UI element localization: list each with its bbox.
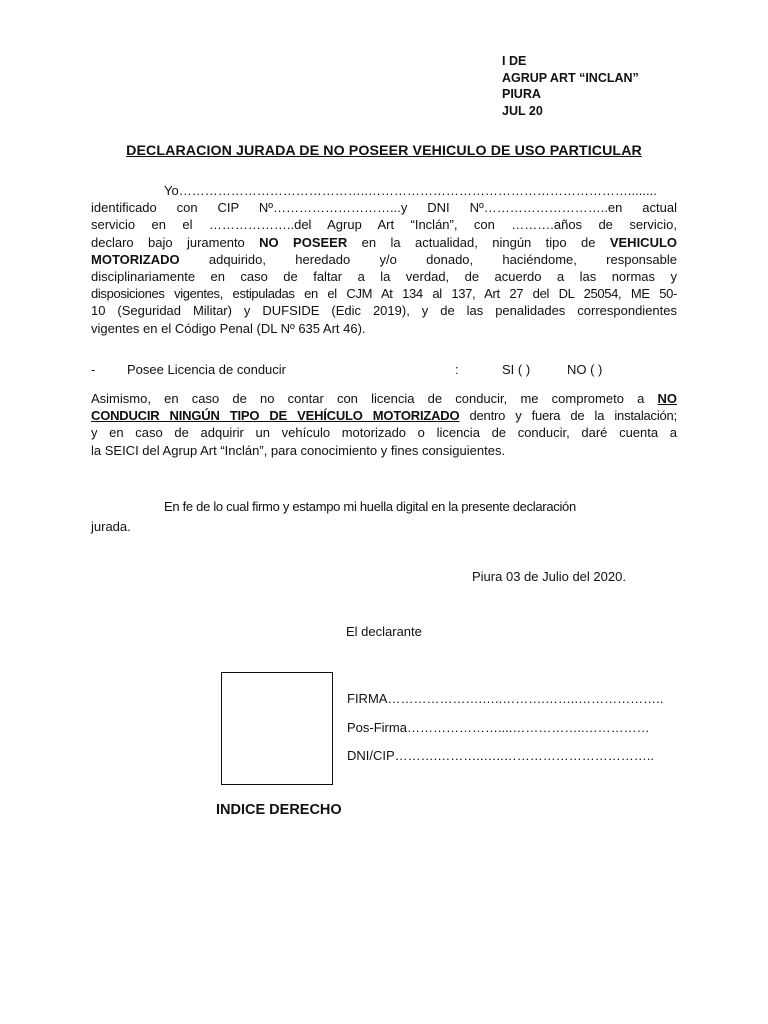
declaration-paragraph	[91, 182, 677, 337]
paragraph-line: 10 (Seguridad Militar) y DUFSIDE (Edic 2019), y de las penalidades correspondientes	[91, 303, 677, 319]
bold-underlined-run: CONDUCIR NINGÚN TIPO DE VEHÍCULO MOTORIZADO	[91, 408, 460, 424]
declarant-label: El declarante	[346, 624, 422, 639]
paragraph-line: y en caso de adquirir un vehículo motorizado o licencia de conducir, daré cuenta a	[91, 425, 677, 441]
paragraph-line: la SEICI del Agrup Art “Inclán”, para conocimiento y fines consiguientes.	[91, 442, 506, 458]
closing-paragraph	[91, 497, 677, 537]
text-run: en la actualidad, ningún tipo de	[347, 234, 610, 250]
place-date: Piura 03 de Julio del 2020.	[472, 569, 626, 584]
paragraph-line: Yo……………………………………..……………………………………………………........	[164, 183, 657, 198]
paragraph-line	[91, 390, 677, 407]
paragraph-line: vigentes en el Código Penal (DL Nº 635 Art 46).	[91, 320, 366, 336]
signature-line: FIRMA………………….…..……….……..………………..	[347, 691, 664, 706]
paragraph-line	[91, 251, 677, 268]
paragraph-line	[91, 407, 677, 424]
header-line-3: PIURA	[502, 87, 541, 101]
post-signature-line: Pos-Firma…………………....……………..……………	[347, 720, 650, 735]
header-line-1: I DE	[502, 54, 527, 68]
fingerprint-box	[221, 672, 333, 785]
paragraph-line: jurada.	[91, 519, 131, 534]
paragraph-line: En fe de lo cual firmo y estampo mi huella digital en la presente declaración	[164, 499, 576, 514]
fingerprint-caption: INDICE DERECHO	[216, 802, 342, 818]
list-dash: -	[91, 362, 96, 377]
header-line-4: JUL 20	[502, 103, 543, 118]
text-run: adquirido, heredado y/o donado, haciéndome, responsable	[179, 251, 677, 267]
header-line-2: AGRUP ART “INCLAN”	[502, 70, 639, 85]
license-colon: :	[455, 362, 459, 377]
bold-run: MOTORIZADO	[91, 251, 180, 267]
document-title: DECLARACION JURADA DE NO POSEER VEHICULO DE USO PARTICULAR	[126, 143, 642, 159]
license-no-option[interactable]: NO ( )	[567, 362, 603, 377]
paragraph-line: disciplinariamente en caso de faltar a la verdad, de acuerdo a las normas y	[91, 269, 677, 285]
paragraph-line: identificado con CIP Nº………………………...y DNI Nº………………………..en actual	[91, 200, 677, 216]
commitment-paragraph	[91, 390, 677, 459]
license-question-row	[91, 362, 677, 380]
bold-run: NO POSEER	[259, 234, 348, 250]
text-run: dentro y fuera de la instalación;	[459, 408, 677, 424]
paragraph-line: servicio en el ………………..del Agrup Art “Inclán”, con ……….años de servicio,	[91, 217, 677, 233]
text-run: declaro bajo juramento	[91, 234, 260, 250]
paragraph-line: disposiciones vigentes, estipuladas en el CJM At 134 al 137, Art 27 del DL 25054, ME 50-	[91, 286, 677, 302]
header-block	[502, 53, 639, 119]
license-label: Posee Licencia de conducir	[127, 362, 286, 377]
license-yes-option[interactable]: SI ( )	[502, 362, 531, 377]
text-run: Asimismo, en caso de no contar con licencia de conducir, me comprometo a	[91, 391, 658, 406]
dni-cip-line: DNI/CIP……….………..…..……………………………..	[347, 748, 654, 763]
bold-underlined-run: NO	[657, 391, 677, 406]
paragraph-line	[91, 234, 677, 251]
bold-run: VEHICULO	[609, 234, 678, 250]
